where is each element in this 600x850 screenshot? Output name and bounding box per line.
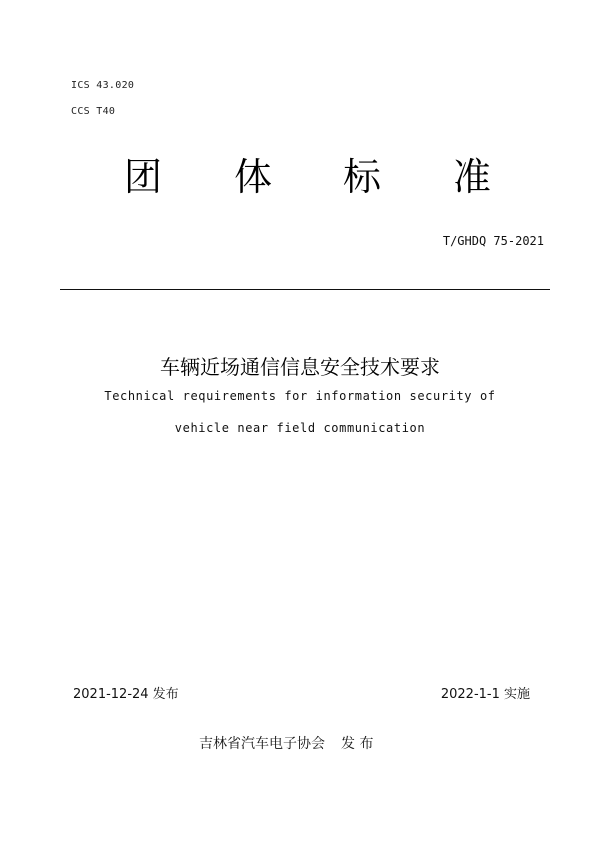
document-title-english-line-2: vehicle near field communication bbox=[174, 421, 426, 435]
issue-date: 2021-12-24 发布 bbox=[73, 687, 179, 702]
standard-type-heading bbox=[0, 152, 600, 202]
document-title-chinese: 车辆近场通信信息安全技术要求 bbox=[160, 355, 440, 379]
publisher-line bbox=[199, 733, 373, 753]
divider-line bbox=[60, 289, 550, 290]
document-title-english-line-1: Technical requirements for information security of bbox=[104, 389, 496, 403]
publisher-action: 发 布 bbox=[341, 736, 374, 752]
standard-type-char-2: 体 bbox=[234, 155, 273, 199]
ics-code: ICS 43.020 bbox=[71, 80, 135, 91]
standard-code: T/GHDQ 75-2021 bbox=[442, 234, 544, 248]
standard-type-char-3: 标 bbox=[343, 155, 382, 199]
implementation-date: 2022-1-1 实施 bbox=[440, 687, 530, 702]
publisher-name: 吉林省汽车电子协会 bbox=[199, 736, 325, 752]
standard-type-char-1: 团 bbox=[124, 155, 163, 199]
ccs-code: CCS T40 bbox=[71, 106, 116, 117]
standard-type-char-4: 准 bbox=[453, 155, 492, 199]
